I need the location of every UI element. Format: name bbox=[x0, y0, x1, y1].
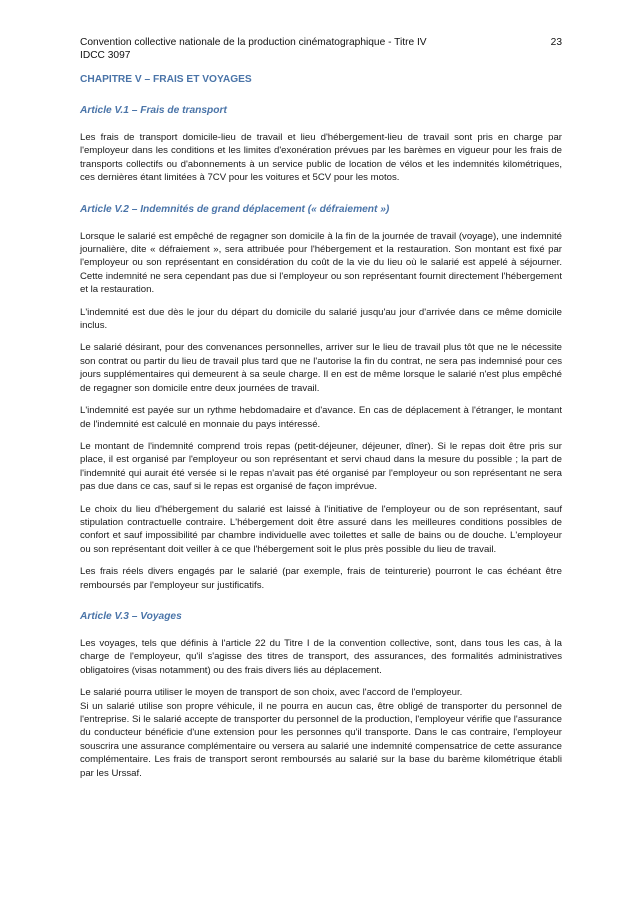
header-left bbox=[80, 36, 427, 62]
paragraph: L'indemnité est payée sur un rythme hebdomadaire et d'avance. En cas de déplacement à l'étranger, le montant de l'indemnité est calculé en monnaie du pays intéressé. bbox=[80, 405, 562, 430]
article-title: Article V.3 – Voyages bbox=[80, 610, 182, 622]
paragraph: Le choix du lieu d'hébergement du salarié est laissé à l'initiative de l'employeur ou de son représentant, sauf stipulation contractuelle contraire. L'hébergement doit être assuré dans les meilleures conditions possibles de confort et sauf impossibilité par chambre individuelle avec toilettes et salle de bains ou de douche. L'employeur ou son représentant doit veiller à ce que l'hébergement soit le plus près possible du lieu de travail. bbox=[80, 503, 562, 555]
paragraph: Le salarié pourra utiliser le moyen de transport de son choix, avec l'accord de l'employeur. Si un salarié utilise son propre véhicule, il ne pourra en aucun cas, être obligé de transporter du personnel de l'entreprise. Si le salarié accepte de transporter du personnel de la production, l'employeur vérifie que l'assurance du conducteur bénéficie d'une extension pour les personnes qu'il transporte. Dans le cas contraire, l'employeur souscrira une assurance complémentaire ou versera au salarié une indemnité compensatrice de cette assurance complémentaire. Les frais de transport seront remboursés au salarié sur la base du barème kilométrique établi par les Urssaf. bbox=[80, 687, 562, 779]
article-title: Article V.2 – Indemnités de grand déplacement (« défraiement ») bbox=[80, 203, 390, 215]
article-v2 bbox=[80, 203, 562, 592]
paragraph: Le montant de l'indemnité comprend trois repas (petit-déjeuner, déjeuner, dîner). Si le repas doit être pris sur place, il est organisé par l'employeur ou son représentant et servi chaud dans la mesure du possible ; la part de l'indemnité qui aurait été versée si le repas n'avait pas été organisé par l'employeur ou son représentant ne sera pas due dans ce cas, sauf si le repas est organisé de façon imprévue. bbox=[80, 440, 562, 493]
page-header bbox=[80, 36, 562, 62]
article-v3 bbox=[80, 610, 562, 780]
header-title: Convention collective nationale de la production cinématographique - Titre IV bbox=[80, 37, 427, 48]
page-number: 23 bbox=[550, 37, 562, 48]
header-code: IDCC 3097 bbox=[80, 50, 131, 61]
article-title: Article V.1 – Frais de transport bbox=[80, 105, 227, 116]
chapter-title: CHAPITRE V – FRAIS ET VOYAGES bbox=[80, 74, 252, 85]
paragraph: Le salarié désirant, pour des convenances personnelles, arriver sur le lieu de travail plus tôt que ne le nécessite son contrat ou partir du lieu de travail plus tard que ne l'autorise la fin du contrat, ne sera pas indemnisé pour ces jours supplémentaires qui demeurent à sa seule charge. Il en est de même lorsque le salarié n'est plus empêché de regagner son domicile entre deux journées de travail. bbox=[80, 342, 562, 394]
paragraph: Les voyages, tels que définis à l'article 22 du Titre I de la convention collective, sont, dans tous les cas, à la charge de l'employeur, qu'il s'agisse des titres de transport, des assurances, des formalités administratives obligatoires (visas notamment) ou des frais divers liés au déplacement. bbox=[80, 637, 562, 676]
paragraph: L'indemnité est due dès le jour du départ du domicile du salarié jusqu'au jour d'arrivée dans ce même domicile inclus. bbox=[80, 306, 562, 332]
paragraph: Les frais réels divers engagés par le salarié (par exemple, frais de teinturerie) pourront le cas échéant être remboursés par l'employeur sur justificatifs. bbox=[80, 566, 562, 591]
article-v1 bbox=[80, 104, 562, 185]
paragraph: Lorsque le salarié est empêché de regagner son domicile à la fin de la journée de travail (voyage), une indemnité journalière, dite « défraiement », sera attribuée pour l'hébergement et la restauration. Son montant est fixé par l'employeur ou son représentant en considération du coût de la vie du lieu où le salarié est appelé à séjourner. Cette indemnité ne sera cependant pas due si l'employeur ou son représentant fournit directement l'hébergement et la restauration. bbox=[80, 230, 562, 296]
paragraph: Les frais de transport domicile-lieu de travail et lieu d'hébergement-lieu de travail sont pris en charge par l'employeur dans les conditions et les limites d'exonération prévues par les barèmes en vigueur pour les frais de transports collectifs ou d'abonnements à un service public de location de vélos et les indemnités kilométriques, ces dernières étant limitées à 7CV pour les voitures et 5CV pour les motos. bbox=[80, 132, 562, 184]
document-page bbox=[80, 36, 562, 780]
